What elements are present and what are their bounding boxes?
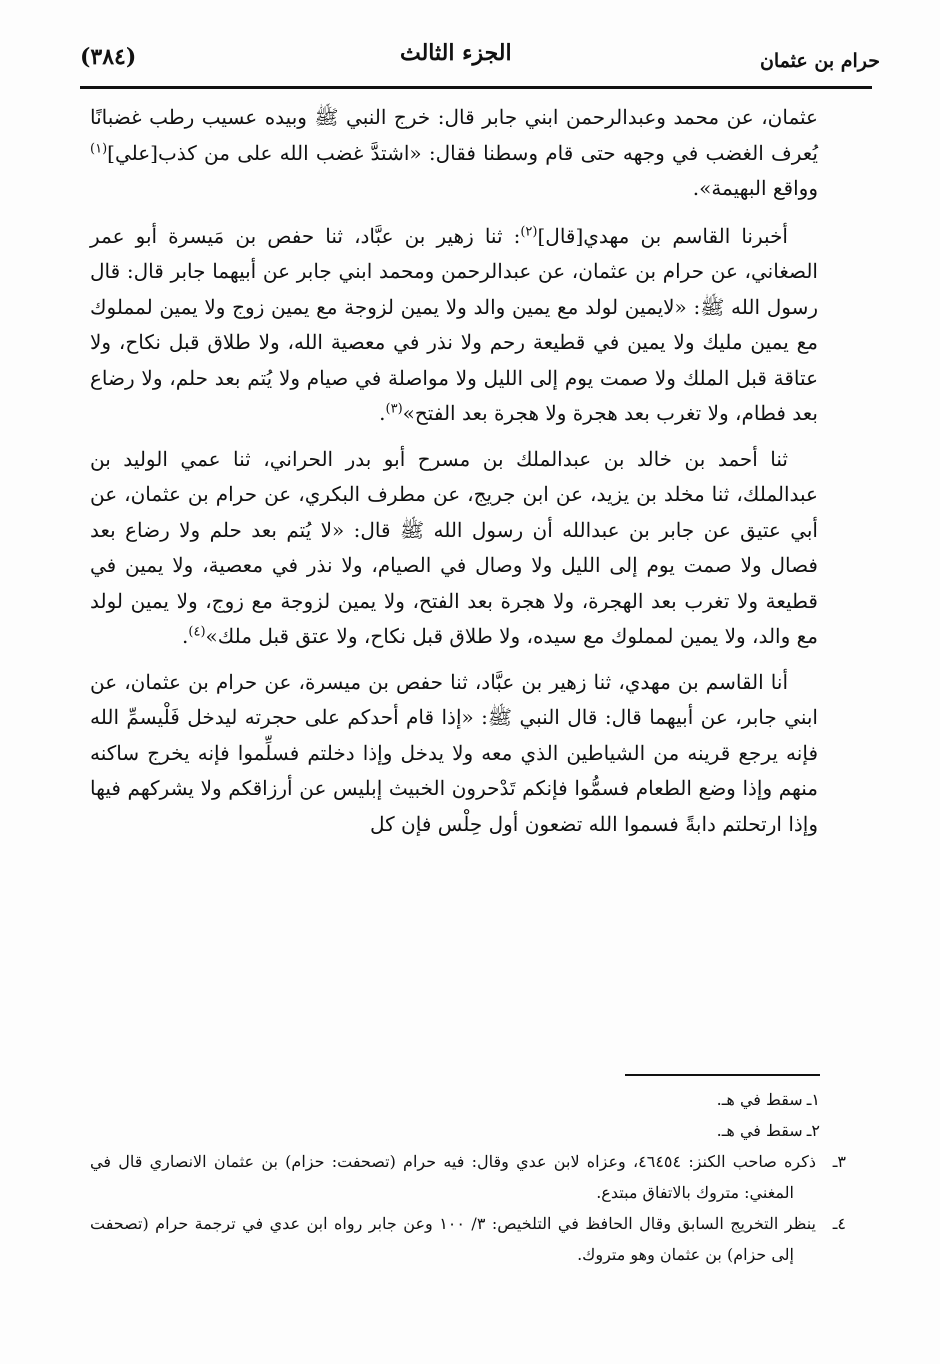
chapter-name: حرام بن عثمان <box>759 50 880 72</box>
footnotes <box>90 1084 847 1270</box>
paragraph-text: أخبرنا القاسم بن مهدي[قال] <box>537 223 788 248</box>
footnote-2 <box>90 1115 820 1146</box>
footnote-number: ١ـ <box>806 1090 820 1109</box>
page-number: (٣٨٤) <box>80 44 137 70</box>
footnote-3: ٣ـذكره صاحب الكنز: ٤٦٤٥٤، وعزاه لابن عدي وقال: فيه حرام (تصحفت: حزام) بن عثمان الانصاري قال في المغني: متروك بالاتفاق مبتدع. <box>90 1152 846 1202</box>
paragraph-3 <box>90 442 818 655</box>
paragraph-text: أنا القاسم بن مهدي، ثنا زهير بن عبَّاد، ثنا حفص بن ميسرة، عن حرام بن عثمان، عن ابني جابر، عن أبيهما قال: قال النبي ﷺ: «إذا قام أحدكم على حجرته ليدخل فَلْيسمِّ الله فإنه يرجع قرينه من الشياطين الذي معه ولا يدخل وإذا دخلتم فسلِّموا فإنه يخرج ساكنه منهم وإذا وضع الطعام فسمُّوا فإنكم تَدْحرون الخبيث إبليس عن أرزاقكم ولا يشركهم فيها وإذا ارتحلتم دابةً فسموا الله تضعون أول حِلْس فإن كل <box>90 669 818 836</box>
footnote-marker: (١) <box>90 140 108 156</box>
footnote-marker: (٢) <box>520 223 538 239</box>
paragraph-1 <box>90 100 818 207</box>
volume-title: الجزء الثالث <box>400 40 512 66</box>
paragraph-4 <box>90 665 818 843</box>
footnote-marker: (٣) <box>385 401 403 417</box>
footnote-text: سقط في هـ. <box>716 1121 803 1140</box>
footnote-rule <box>625 1074 820 1076</box>
footnote-marker: (٤) <box>188 624 206 640</box>
running-header <box>80 38 880 82</box>
paragraph-text: عثمان، عن محمد وعبدالرحمن ابني جابر قال: خرج النبي ﷺ وبيده عسيب رطب غضبانًا يُعرف الغضب في وجهه حتى قام وسطنا فقال: «اشتدَّ غضب الله على من كذب[علي] <box>90 105 818 165</box>
header-rule <box>80 86 872 89</box>
paragraph-2 <box>90 219 818 432</box>
footnote-text: ذكره صاحب الكنز: ٤٦٤٥٤، وعزاه لابن عدي وقال: فيه حرام (تصحفت: حزام) بن عثمان الانصاري قال في المغني: متروك بالاتفاق مبتدع. <box>90 1152 816 1202</box>
page-body <box>90 100 818 852</box>
footnote-text: سقط في هـ. <box>716 1090 803 1109</box>
paragraph-tail: : ثنا زهير بن عبَّاد، ثنا حفص بن مَيسرة أبو عمر الصغاني، عن حرام بن عثمان، عن عبدالرحمن ومحمد ابني جابر عن أبيهما جابر قال: قال رسول الله ﷺ: «لايمين لولد مع يمين والد ولا يمين لزوجة مع يمين زوج ولا يمين لمملوك مع يمين مليك ولا يمين في قطيعة رحم ولا نذر في معصية الله، ولا طلاق قبل نكاح، ولا عتاقة قبل الملك ولا صمت يوم إلى الليل ولا مواصلة في صيام ولا يُتم بعد حلم، ولا رضاع بعد فطام، ولا تغرب بعد هجرة ولا هجرة بعد الفتح» <box>90 223 818 425</box>
paragraph-tail: . <box>379 401 386 425</box>
footnote-text: ينظر التخريج السابق وقال الحافظ في التلخيص: ٣/ ١٠٠ وعن جابر رواه ابن عدي في ترجمة حرام (تصحفت إلى حزام) بن عثمان وهو متروك. <box>90 1214 817 1264</box>
footnote-number: ٢ـ <box>806 1121 820 1140</box>
footnote-1 <box>90 1084 820 1115</box>
paragraph-tail: وواقع البهيمة». <box>692 176 818 200</box>
paragraph-tail: . <box>182 624 189 648</box>
footnote-4: ٤ـينظر التخريج السابق وقال الحافظ في التلخيص: ٣/ ١٠٠ وعن جابر رواه ابن عدي في ترجمة حرام (تصحفت إلى حزام) بن عثمان وهو متروك. <box>90 1214 847 1264</box>
paragraph-text: ثنا أحمد بن خالد بن عبدالملك بن مسرح أبو بدر الحراني، ثنا عمي الوليد بن عبدالملك، ثنا مخلد بن يزيد، عن ابن جريج، عن مطرف البكري، عن حرام بن عثمان، عن أبي عتيق عن جابر بن عبدالله أن رسول الله ﷺ قال: «لا يُتم بعد حلم ولا رضاع بعد فصال ولا صمت يوم إلى الليل ولا وصال في الصيام، ولا نذر في معصية، ولا يمين في قطيعة ولا تغرب بعد الهجرة، ولا هجرة بعد الفتح، ولا يمين لزوجة مع زوج، ولا يمين لولد مع والد، ولا يمين لمملوك مع سيده، ولا طلاق قبل نكاح، ولا عتق قبل ملك» <box>90 446 818 648</box>
